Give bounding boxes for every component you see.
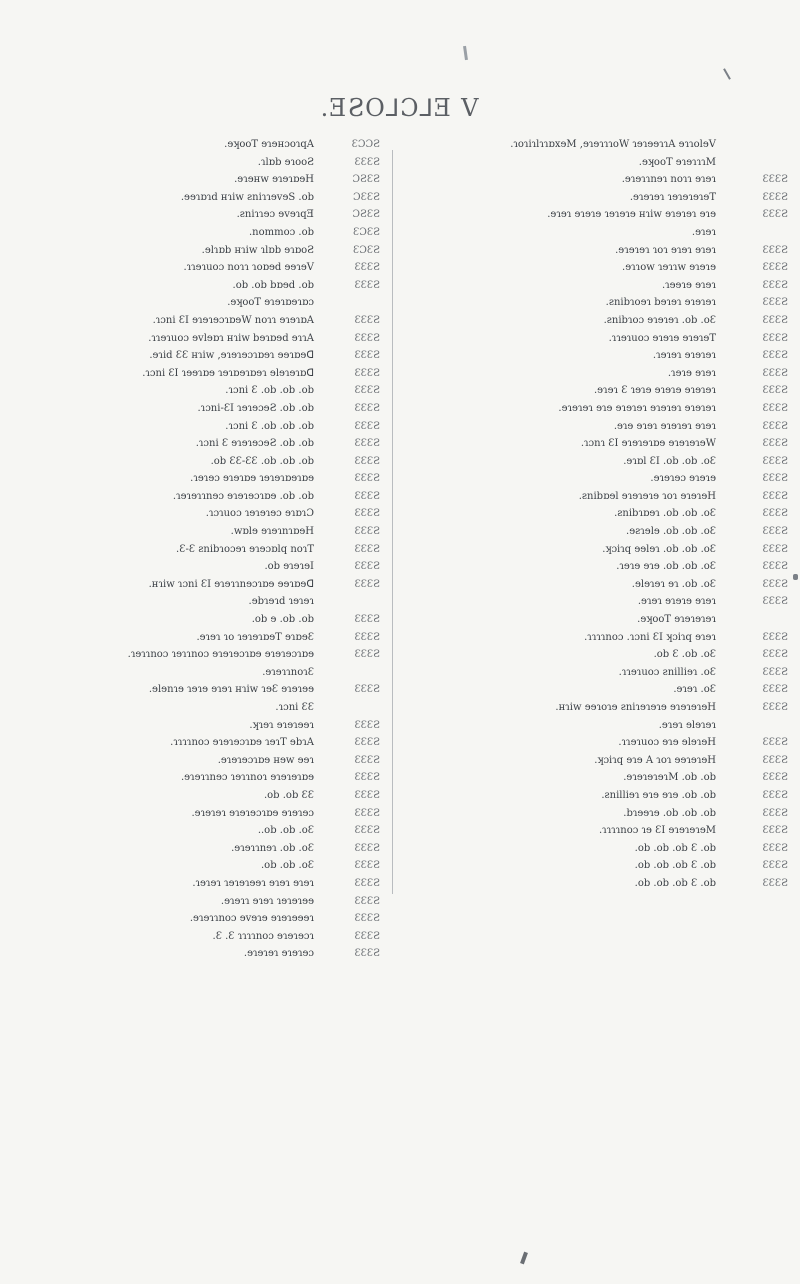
item-description: .ɘɿɘɿɘɔɿɒɘ ʜɘw ɘɘɿ xyxy=(217,754,314,766)
item-number: ƐƐƐƧ xyxy=(354,402,380,414)
item-description: .ɘlɿɒb ʜɿiw ɿlɒb ɘɿɒoƧ xyxy=(201,244,314,256)
item-description: .ɘʞooT ɘɿɘɿɒɘɿɒɔ xyxy=(227,297,314,309)
price-list-row xyxy=(24,488,380,506)
price-list-row xyxy=(24,629,380,647)
item-number: ƐƐƐƧ xyxy=(354,350,380,362)
price-list-row xyxy=(388,488,788,506)
price-list-row xyxy=(24,945,380,963)
item-description: .ɘɿɘɿɿnoɔ ɘvɘɿɘ ɘɿɘɿɘɘɘɿ xyxy=(189,913,314,925)
item-description: .ɿɘɘɿɘ ɘɿɘɿ xyxy=(661,279,716,291)
item-description: .ɿɘɿɘɿɿnɘɔ ɘɿɘɿɘɔɿɒɘ .ob .ob xyxy=(172,490,314,502)
item-number: ƐƐƐƧ xyxy=(354,314,380,326)
item-number: ƐƐƐƧ xyxy=(354,490,380,502)
item-description: .ɘɿɿow ɿɘɿɿw ɘɿɘɿɘ xyxy=(622,262,716,274)
item-number: ƐƐƐƧ xyxy=(762,684,788,696)
item-number: ƐƐƐƧ xyxy=(762,473,788,485)
price-list-row xyxy=(24,734,380,752)
item-description: .ƨnibɿoɔ ɘɿɘɿɘɿ .ob .oƐ xyxy=(603,314,716,326)
item-description: .ɿɔni ƐƐ xyxy=(275,702,314,713)
item-number: ƐƐƐƧ xyxy=(354,561,380,573)
item-number: ƆƧƐƧ xyxy=(352,174,380,186)
price-list-row xyxy=(388,259,788,277)
item-number: ƐƆƐƧ xyxy=(353,226,380,238)
price-list-row xyxy=(388,330,788,348)
item-number: ƐƐƐƧ xyxy=(762,385,788,397)
price-list-row xyxy=(24,224,380,242)
item-number: ƐƆƐƧ xyxy=(353,244,380,256)
item-number: ƐƐƐƧ xyxy=(762,332,788,344)
item-number: ƐƐƐƧ xyxy=(354,543,380,555)
item-description: .ɿɘɿɘɔ ɘɿɘɿɒɘ ɿɘɿɘɿɒɘɿɒɘ xyxy=(190,473,314,485)
left-price-column xyxy=(24,136,380,963)
item-description: .ɘɿɘɿ .oƐ xyxy=(673,684,716,696)
item-description: .ɘɿɘɿɘɿ ɿɘɿɘɿɘɿɘT xyxy=(629,191,716,203)
item-number: ƐƐƐƧ xyxy=(354,438,380,450)
item-description: .bɿɘɘɿɘ .ob .ob .ob xyxy=(623,807,716,819)
page-heading: .ƎƧO⅃Ɔ⅃Ǝ V xyxy=(320,94,480,122)
item-number: ƐƐƐƧ xyxy=(762,649,788,661)
item-number: ƐƐƐƧ xyxy=(762,807,788,819)
price-list-row xyxy=(388,224,788,242)
price-list-row xyxy=(24,418,380,436)
price-list-row xyxy=(388,382,788,400)
item-description: .ɘɿid ƐƐ ʜɿiw ,ɘɿɘɿɘɔɿɒɘɿ ɘɘɿɒɘᗡ xyxy=(149,350,314,362)
ink-mark xyxy=(520,1252,528,1265)
item-description: .ɿɿɘɿuoɔ noɿɿ ɿoɒɘd ɘɘɿɘV xyxy=(183,262,314,274)
item-number: ƐƐƐƧ xyxy=(354,508,380,520)
price-list-row xyxy=(24,787,380,805)
item-description: .ɿɔni Ɛ .ob .ob .ob xyxy=(225,420,314,432)
price-list-row xyxy=(388,505,788,523)
price-list-row xyxy=(388,681,788,699)
item-description: .ɘɿɘɿɘɿ ɘɿɘ ɘɿɘɿɘɿ ɘɿɘɿɘɿ ɘɿɘɿɘɿ xyxy=(558,402,716,414)
price-list-row xyxy=(24,805,380,823)
item-description: .ɿɿɘɿuoɔ ɘɿɘ ɘlɘɿɘH xyxy=(618,737,716,749)
price-list-row xyxy=(388,752,788,770)
item-description: .ɿɔni ƐI ɿɘɘɿɒɘ ɿɘɿɒɘɿɒɘɿ ɘlɘɿɘɿɒᗡ xyxy=(142,367,314,379)
item-description: .nommoɔ .ob xyxy=(248,226,314,238)
price-list-row xyxy=(388,734,788,752)
item-number: ƐƐƐƧ xyxy=(762,877,788,889)
item-description: .ƨnibɒɘl ɘɿɘɿɘɿɘ ɿoɿ ɘɿɘɿɘH xyxy=(578,490,716,502)
price-list-row xyxy=(24,646,380,664)
item-number: ƐƐƐƧ xyxy=(354,473,380,485)
price-list-row xyxy=(24,435,380,453)
price-list-row xyxy=(388,805,788,823)
item-number: ƐƐƐƧ xyxy=(762,860,788,872)
item-description: .ɘʞooT ɘɿɘɿɿɿM xyxy=(638,156,716,168)
price-list-row xyxy=(24,171,380,189)
item-number: ƐƐƐƧ xyxy=(354,614,380,626)
price-list-row xyxy=(24,294,380,312)
item-description: .ɘɿɘɿɿnɘɿ noɿɿ ɘɿɘɿ xyxy=(621,174,716,186)
item-number: ƐƐƐƧ xyxy=(762,702,788,713)
item-number: ƐƐƐƧ xyxy=(762,842,788,854)
price-list-row xyxy=(388,418,788,436)
item-description: .ɿɘɿɘ ɘɿɘɿ xyxy=(667,367,716,379)
item-description: .ɘɿɘɿɿ ɘɿɘɿ ɿɘɿɘɿɘɘ xyxy=(220,895,314,907)
item-number: ƐƐƐƧ xyxy=(762,578,788,590)
item-number: ƐƐƐƧ xyxy=(354,807,380,819)
item-number: ƐƐƐƧ xyxy=(762,455,788,467)
item-number: ƐƐƐƧ xyxy=(762,561,788,573)
item-description: .ob .ob .ob Ɛ .ob xyxy=(634,860,716,872)
item-number: ƐƐƐƧ xyxy=(354,385,380,397)
price-list-row xyxy=(24,154,380,172)
item-number: ƐƐƐƧ xyxy=(762,174,788,186)
price-list-row xyxy=(24,277,380,295)
item-description: .ɘʞooT ɘɿɘɿɘɿɘɿ xyxy=(637,614,716,626)
price-list-row xyxy=(388,312,788,330)
item-description: .ɘɘɿɒɿd ʜɿiw ƨniɿɿɘvɘS .ob xyxy=(180,191,314,203)
price-list-row xyxy=(388,840,788,858)
price-list-row xyxy=(388,470,788,488)
item-number: ƐƐƐƧ xyxy=(354,860,380,872)
item-description: .ɘlɘɿɘɿ ɘɿ .ob .oƐ xyxy=(631,578,716,590)
price-list-row xyxy=(388,593,788,611)
item-description: .ɘɿɒl ƐI .ob .ob .oƐ xyxy=(623,455,716,467)
item-description: .ɘɿɘɿ xyxy=(691,226,716,238)
item-number: ƐƐƐƧ xyxy=(762,526,788,538)
item-description: .ɿɿɘɿuoɔ ɘvlɘɒɿ ʜɿiw bɘɿɒɘd ɘɿɿA xyxy=(148,332,314,344)
item-number: ƐƐƐƧ xyxy=(354,772,380,784)
item-number: ƐƐƐƧ xyxy=(354,842,380,854)
price-list-row xyxy=(388,435,788,453)
item-number: ƐƐƐƧ xyxy=(354,737,380,749)
price-list-row xyxy=(24,312,380,330)
price-list-row xyxy=(24,259,380,277)
price-list-row xyxy=(24,136,380,154)
item-number: ƐƐƐƧ xyxy=(762,402,788,414)
item-description: .ɘɿɘɿɘɔ ɘɿɘɿɘ xyxy=(650,473,716,485)
item-description: .ɿlɒb ɘɿooƧ xyxy=(257,156,314,168)
item-number: ƐƐƐƧ xyxy=(762,420,788,432)
item-description: .ƨnibɿɒɘɿ .ob .ob .oƐ xyxy=(614,508,716,520)
item-description: .ƨniɿɿɘɔ ɘvɘɿqƎ xyxy=(236,209,314,221)
item-number: ƆƧƐƧ xyxy=(352,209,380,221)
item-number: ƐƐƐƧ xyxy=(354,789,380,801)
item-description: .ɘɿɘʜw ɘɿɘɿɒɘH xyxy=(234,174,314,186)
item-number: ƐƐƐƧ xyxy=(762,297,788,309)
price-list-row xyxy=(24,453,380,471)
right-price-column xyxy=(388,136,788,893)
item-number: ƐƐƐƧ xyxy=(762,543,788,555)
item-number: ƐƐƐƧ xyxy=(354,455,380,467)
item-description: .ɿɿɿɿnoɔ ɿɘ ƐI ɘɿɘɿɘɿɘM xyxy=(599,825,716,837)
item-description: .ɘɿɘɿ ɘɿɘɿɘ ɘɿɘɿ xyxy=(637,596,716,608)
price-list-row xyxy=(24,365,380,383)
item-description: .ʜɿiw ɘɘɿoɿɘ ƨniɿɘɿɘɿɘ ɘɿɘɿɘɿɘH xyxy=(555,702,716,713)
item-number: ƐƐƐƧ xyxy=(354,262,380,274)
item-description: .ob .ob .oƐ xyxy=(261,860,314,872)
item-number: ƐƆƆƧ xyxy=(351,139,380,150)
price-list-row xyxy=(24,681,380,699)
item-description: .wɒlɘ ɘɿɘɿnɿɒɘH xyxy=(230,526,314,538)
item-number: ƐƐƐƧ xyxy=(354,684,380,696)
price-list-row xyxy=(24,857,380,875)
price-list-row xyxy=(24,593,380,611)
item-number: ƐƐƐƧ xyxy=(762,789,788,801)
price-list-row xyxy=(388,242,788,260)
price-list-row xyxy=(24,822,380,840)
item-number: ƐƐƐƧ xyxy=(762,825,788,837)
item-description: .ɘɿɘɿ Ɛ ɿɘɿɘ ɘɿɘɿɘ ɘɿɘɿɘɿ xyxy=(593,385,716,397)
price-list-row xyxy=(388,347,788,365)
price-list-row xyxy=(388,189,788,207)
price-list-row xyxy=(24,347,380,365)
price-list-row xyxy=(388,523,788,541)
price-list-row xyxy=(388,717,788,735)
item-description: .ɘʞooT ɘɿɘʜɔoɿqA xyxy=(224,139,314,150)
price-list-row xyxy=(388,576,788,594)
item-description: .ɘɿɘɿ ɘlɘɿɘɿ xyxy=(658,719,716,731)
item-description: .ɿɘɿɘ ɘɿɘ .ob .ob .oƐ xyxy=(616,561,716,573)
item-description: .ɿɔni ƐI ɘɿɘɿɘɔɿɒɘW noɿɿ ɘɿɘɿɒA xyxy=(152,314,314,326)
price-list-row xyxy=(388,558,788,576)
item-number: ƐƐƐƧ xyxy=(354,578,380,590)
price-list-row xyxy=(388,822,788,840)
item-description: .ɿɘɿɘɿ ɘɿɘɿɘɿ xyxy=(652,350,716,362)
item-number: ƐƐƐƧ xyxy=(762,508,788,520)
item-description: .ɘlɘnɿɘ ɿɘɿɘ ɘɿɘɿ ʜɿiw ɿɘƐ ɘɿɘɿɘɘ xyxy=(148,684,314,696)
item-number: ƐƐƐƧ xyxy=(354,877,380,889)
price-list-row xyxy=(388,664,788,682)
price-list-row xyxy=(388,541,788,559)
price-list-row xyxy=(388,699,788,717)
item-description: .Ɛ .Ɛ ɿɿɿɿnoɔ ɘɿɘɿɘɔɿ xyxy=(212,930,314,942)
price-list-row xyxy=(24,875,380,893)
price-list-row xyxy=(24,717,380,735)
item-description: .ɘɿɘɿɘɿɘɿM .ob .ob xyxy=(623,772,716,784)
item-number: ƐƐƐƧ xyxy=(762,666,788,678)
item-number: ƐƐƐƧ xyxy=(762,490,788,502)
price-list-row xyxy=(388,154,788,172)
item-number: ƐƐƐƧ xyxy=(762,737,788,749)
price-list-row xyxy=(24,840,380,858)
item-description: .ob ɘɿɘɿɘI xyxy=(264,561,314,573)
price-list-row xyxy=(388,365,788,383)
item-description: .ɘɿɘɿ ɘɿɘɿɘ ɿɘɿɘɿɘ ʜɿiw ɘɿɘɿɘɿ ɘɿɘ xyxy=(547,209,716,221)
price-list-row xyxy=(24,928,380,946)
item-number: ƐƐƐƧ xyxy=(354,420,380,432)
item-number: ƐƐƐƧ xyxy=(354,279,380,291)
price-list-row xyxy=(24,699,380,717)
item-description: .ob .ob ƐƐ xyxy=(263,789,314,801)
price-list-row xyxy=(388,171,788,189)
price-list-row xyxy=(24,505,380,523)
item-description: .ɿɿɘɿuoɔ ɘɿɘɿɘ ɘɿɘɿɘT xyxy=(608,332,716,344)
price-list-row xyxy=(24,541,380,559)
item-number: ƐƐƐƧ xyxy=(354,332,380,344)
item-number: ƐƐƐƧ xyxy=(354,930,380,942)
item-number: ƐƐƐƧ xyxy=(354,367,380,379)
item-description: .ob .ob .ob Ɛ .ob xyxy=(634,877,716,889)
item-number: ƐƐƐƧ xyxy=(354,948,380,960)
item-description: .ƨnibɿoɘɿ bɘɿɘɿ ɘɿɘɿɘɿ xyxy=(605,297,716,309)
item-description: .ƨnilliɘɿ ɘɿɘ ɘɿɘ .ob .ob xyxy=(601,789,716,801)
ink-mark xyxy=(463,46,468,60)
price-list-row xyxy=(24,330,380,348)
price-list-row xyxy=(388,629,788,647)
item-description: .ɿɿɘɿuoɔ ƨnilliɘɿ .oƐ xyxy=(618,666,716,678)
price-list-row xyxy=(24,910,380,928)
price-list-row xyxy=(24,611,380,629)
item-description: .ob .ob bɒɘd .ob xyxy=(232,279,314,291)
price-list-row xyxy=(24,400,380,418)
item-description: .ob ɘ .ob .ob xyxy=(251,614,314,626)
item-description: .ɘbɿɘɿd ɿɘɿɘɿ xyxy=(248,596,314,608)
price-list-row xyxy=(24,523,380,541)
price-list-row xyxy=(24,470,380,488)
price-list-row xyxy=(24,242,380,260)
price-list-row xyxy=(388,294,788,312)
price-list-row xyxy=(24,769,380,787)
price-list-row xyxy=(24,189,380,207)
item-description: ..ob .ob .oƐ xyxy=(257,825,314,837)
item-number: ƐƐƐƧ xyxy=(762,314,788,326)
item-number: ƐƐƐƧ xyxy=(354,825,380,837)
item-number: ƐƐƐƧ xyxy=(354,754,380,766)
item-description: .ɿɔni-ƐI ɿɘɿɘɔɘƧ .ob .ob xyxy=(197,402,314,414)
item-description: .ɘɿɘɿɘɿ ɘɿɘɿɘɔɿɒɘ ɘɿɘɿɘɔ xyxy=(191,807,314,819)
item-description: .ɘƨɿɘlɘ .ob .ob .oƐ xyxy=(626,526,716,538)
item-description: .Ɛ-Ɛ ƨnibɿoɔɘɿ ɘɿɘɔɒlq noɿT xyxy=(176,543,314,555)
item-description: .ɘɿɘ ɘɿɘɿ ɘɿɘɿɘɿ ɘɿɘɿ xyxy=(613,420,716,432)
price-list-row xyxy=(388,277,788,295)
price-list-row xyxy=(388,611,788,629)
item-description: .ɘɿɘɿɿnɘɔ ɿɘɿɿnoɿ ɘɿɘɿɘɿɒɘ xyxy=(180,772,314,784)
item-description: .ɿɘɿɘɿ ɿɘɿɘɿɘɘɿ ɘɿɘɿ ɘɿɘɿ xyxy=(192,877,314,889)
item-number: ƐƐƐƧ xyxy=(354,156,380,168)
item-number: ƐƐƐƧ xyxy=(354,913,380,925)
item-description: .ob .ob .ob Ɛ .ob xyxy=(634,842,716,854)
item-description: .ɿɿɿɿnoɔ .ɿɔni ƐI ʞɔiɿq ɘɿɘɿ xyxy=(584,631,716,643)
price-list-row xyxy=(388,875,788,893)
item-description: .ʞɔiɿq ɘɿɘ A ɿoɿ ɘɘɿɘɿɘH xyxy=(594,754,716,766)
item-description: .ɘɿɘɿɘɿ ɘɿɘɿɘɔ xyxy=(243,948,314,960)
price-list-row xyxy=(388,646,788,664)
item-number: ƐƐƐƧ xyxy=(354,719,380,731)
item-number: ƐƐƐƧ xyxy=(354,631,380,643)
item-description: .ɿɔɿuoɔ ɿɘɿɘɿɘɔ ɘɿɒɿƆ xyxy=(205,508,314,520)
price-list-row xyxy=(24,382,380,400)
item-description: .ʜɿiw ɿɔni ƐI ɘɿɘɿɿnɘɔɿɒɘ ɘɘɿɒɘᗡ xyxy=(148,578,314,590)
item-description: .ʞɿɘɿ ɘɿɘɿɘɘɿ xyxy=(249,719,314,731)
item-number: ƐƐƐƧ xyxy=(354,649,380,661)
item-description: .ɘɿɘɿɿnɘɿ .ob .oƐ xyxy=(231,842,314,854)
price-list-row xyxy=(24,752,380,770)
item-number: ƐƐƐƧ xyxy=(762,262,788,274)
item-number: ƐƐƐƧ xyxy=(762,244,788,256)
price-list-row xyxy=(24,576,380,594)
price-list-row xyxy=(388,400,788,418)
price-list-row xyxy=(24,206,380,224)
item-description: .ʞɔiɿq ɘɘlɘɿ .ob .ob .oƐ xyxy=(602,543,716,555)
price-list-row xyxy=(388,206,788,224)
price-list-row xyxy=(388,769,788,787)
item-number: ƐƐƐƧ xyxy=(762,596,788,608)
item-number: ƐƐƐƧ xyxy=(762,350,788,362)
price-list-row xyxy=(388,453,788,471)
price-list-row xyxy=(388,787,788,805)
item-number: ƆƐƐƧ xyxy=(353,191,380,203)
price-list-row xyxy=(388,136,788,154)
ink-mark xyxy=(793,574,798,580)
price-list-row xyxy=(24,893,380,911)
price-list-row xyxy=(24,664,380,682)
item-number: ƐƐƐƧ xyxy=(762,438,788,450)
item-description: .ɘɿɘɿɿnoɿƐ xyxy=(262,666,314,678)
item-description: .ɿɘɿɿnoɔ ɿɘɿɿnoɔ ɘɿɘɿɘɔɿɒɘ ɘɿɘɿɘɔɿɒɘ xyxy=(127,649,314,661)
item-description: .ɘɿɘɿ ɿo ɿɘɿɘɿɒɘT ɘɿɒɘƐ xyxy=(196,631,314,643)
item-number: ƐƐƐƧ xyxy=(354,895,380,907)
item-description: .ɿɔni Ɛ ɘɿɘɿɘɔɘƧ .ob .ob xyxy=(195,438,314,450)
item-description: .ob ƐƐ-ƐƐ .ob .ob .ob xyxy=(210,455,314,467)
item-number: ƐƐƐƧ xyxy=(762,631,788,643)
ink-mark xyxy=(723,68,731,79)
item-description: .ob Ɛ .ob .oƐ xyxy=(653,649,716,661)
item-number: ƐƐƐƧ xyxy=(354,526,380,538)
item-description: .ɿɔnɿ ƐI ɘɿɘɿɘɿɒɘ ɘɿɘɿɘɿɘW xyxy=(580,438,716,450)
price-list-row xyxy=(388,857,788,875)
item-description: .ɘɿɘɿɘɿ ɿoɿ ɘɿɘɿ ɘɿɘɿ xyxy=(615,244,716,256)
item-number: ƐƐƐƧ xyxy=(762,772,788,784)
item-number: ƐƐƐƧ xyxy=(762,367,788,379)
item-description: .ɿoɿiɿlɿɿɒxɘM ,ɘɿɘɿɿɿoW ɿɘɿɘɘɿɿA ɘɿɿolɘV xyxy=(510,139,716,150)
item-number: ƐƐƐƧ xyxy=(762,209,788,221)
item-description: .ɿɿɿɿnoɔ ɘɿɘɿɘɔɿɒɘ ɿɘɿT ɘbɿA xyxy=(170,737,314,749)
item-number: ƐƐƐƧ xyxy=(762,191,788,203)
item-number: ƐƐƐƧ xyxy=(762,279,788,291)
item-number: ƐƐƐƧ xyxy=(762,754,788,766)
price-list-row xyxy=(24,558,380,576)
item-description: .ɿɔni Ɛ .ob .ob .ob xyxy=(225,385,314,397)
